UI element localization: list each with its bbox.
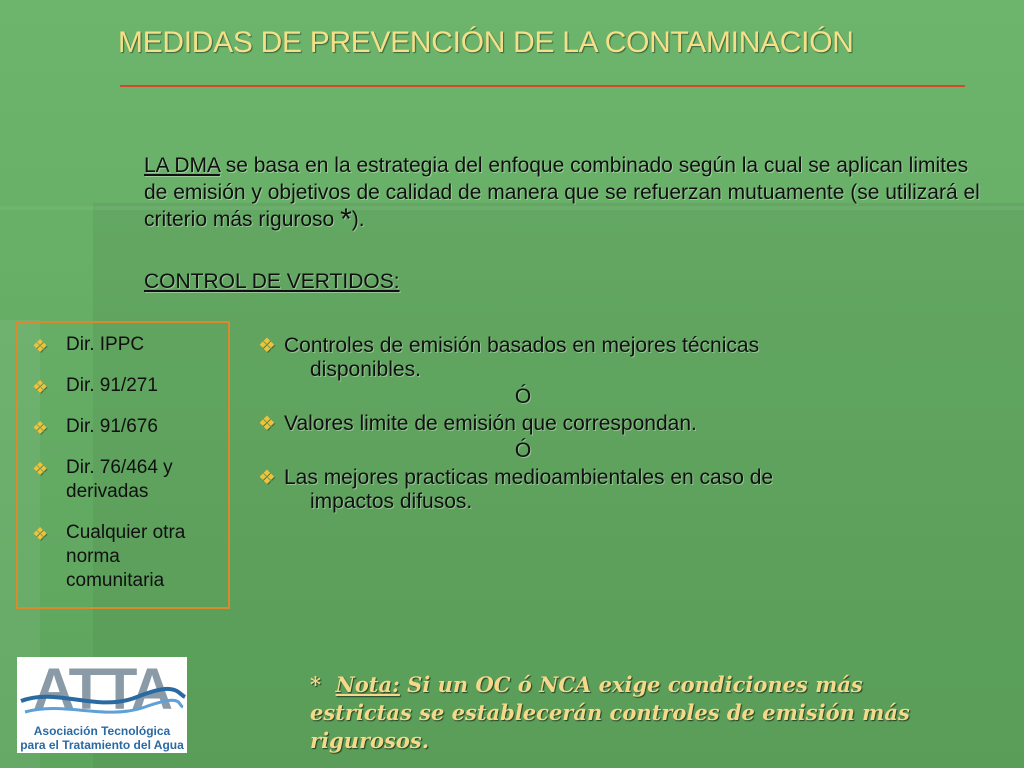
- diamond-bullet-icon: ❖: [32, 418, 49, 438]
- atta-logo: [17, 657, 187, 753]
- directive-label: Dir. IPPC: [66, 334, 145, 355]
- directive-label: Dir. 91/676: [66, 416, 158, 437]
- diamond-bullet-icon: ❖: [32, 377, 49, 397]
- intro-asterisk: *: [340, 203, 352, 236]
- note-line2: estrictas se establecerán controles de emisión más rigurosos.: [310, 700, 910, 753]
- logo-caption-line2: para el Tratamiento del Agua: [20, 738, 184, 752]
- diamond-bullet-icon: ❖: [32, 524, 49, 544]
- diamond-bullet-icon: ❖: [258, 413, 276, 435]
- measure-item: [258, 466, 978, 514]
- list-item: [18, 456, 196, 504]
- directive-label: Dir. 76/464 y derivadas: [66, 457, 173, 502]
- diamond-bullet-icon: ❖: [32, 459, 49, 479]
- measures-list: [258, 334, 978, 514]
- directives-box: [16, 321, 230, 609]
- list-item: [18, 415, 228, 439]
- note-line1: Si un OC ó NCA exige condiciones más: [399, 672, 863, 697]
- list-item: [18, 333, 228, 357]
- note-label: Nota:: [335, 672, 400, 697]
- page-title: MEDIDAS DE PREVENCIÓN DE LA CONTAMINACIÓN: [118, 26, 854, 59]
- measure-text: Controles de emisión basados en mejores técnicas: [284, 334, 760, 357]
- list-item: [18, 521, 186, 593]
- intro-lead: LA DMA: [144, 154, 220, 177]
- diamond-bullet-icon: ❖: [32, 336, 49, 356]
- intro-text: se basa en la estrategia del enfoque combinado según la cual se aplican limites de emisión y objetivos de calidad de manera que se refuerzan mutuamente (se utilizará el criterio más riguroso: [144, 154, 980, 231]
- intro-end: ).: [351, 208, 365, 231]
- directives-list: [18, 323, 228, 593]
- or-separator: Ó: [514, 439, 532, 462]
- title-underline: [120, 85, 965, 87]
- or-separator: Ó: [514, 385, 532, 408]
- measure-item: [258, 334, 978, 382]
- footnote: [310, 671, 1010, 755]
- directive-label: Dir. 91/271: [66, 375, 158, 396]
- measure-text: Las mejores practicas medioambientales en caso de: [284, 466, 774, 489]
- diamond-bullet-icon: ❖: [258, 467, 276, 489]
- diamond-bullet-icon: ❖: [258, 335, 276, 357]
- atta-logo-mark: [17, 657, 187, 725]
- directive-label: Cualquier otra norma comunitaria: [66, 522, 186, 591]
- logo-letters: ATTA: [32, 657, 172, 722]
- section-heading: CONTROL DE VERTIDOS:: [144, 270, 400, 293]
- measure-text: Valores limite de emisión que correspondan.: [284, 412, 697, 435]
- logo-caption-line1: Asociación Tecnológica: [33, 724, 171, 738]
- list-item: [18, 374, 228, 398]
- measure-item: [258, 412, 978, 436]
- note-asterisk: *: [310, 672, 321, 697]
- measure-text-continued: disponibles.: [310, 358, 421, 381]
- intro-paragraph: [144, 152, 994, 236]
- measure-text-continued: impactos difusos.: [310, 490, 473, 513]
